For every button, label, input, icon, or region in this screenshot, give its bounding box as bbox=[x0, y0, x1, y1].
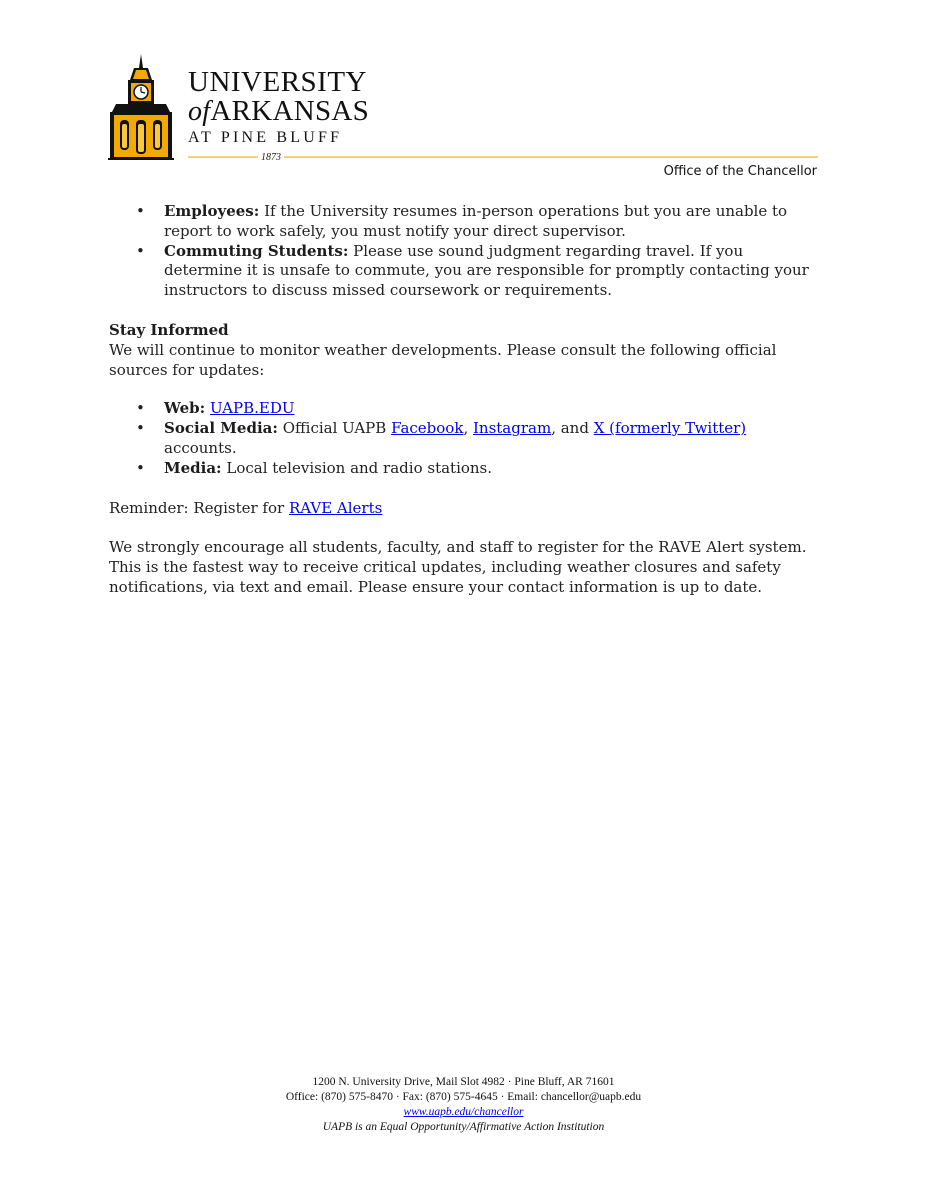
list-item-social: • Social Media: Official UAPB Facebook, Instagram, and X (formerly Twitter) accounts. bbox=[109, 419, 821, 459]
office-title: Office of the Chancellor bbox=[663, 164, 817, 179]
clock-tower-icon bbox=[108, 54, 174, 160]
bullet-label: Employees: bbox=[164, 202, 260, 220]
uapb-website-link[interactable]: UAPB.EDU bbox=[209, 399, 295, 418]
footer-address: 1200 N. University Drive, Mail Slot 4982 · Pine Bluff, AR 71601 bbox=[312, 1076, 615, 1088]
bullet-label: Commuting Students: bbox=[164, 241, 349, 260]
chancellor-website-link[interactable]: www.uapb.edu/chancellor bbox=[403, 1106, 524, 1118]
rave-alerts-link[interactable]: RAVE Alerts bbox=[288, 498, 383, 517]
bullet-list-sources bbox=[109, 399, 821, 478]
list-item-media: • Media: Local television and radio stations. bbox=[109, 459, 821, 479]
letter-body bbox=[109, 202, 821, 598]
eeo-statement: UAPB is an Equal Opportunity/Affirmative Action Institution bbox=[322, 1121, 605, 1133]
facebook-link[interactable]: Facebook bbox=[391, 419, 464, 438]
wordmark bbox=[188, 68, 388, 149]
wordmark-arkansas: ofARKANSAS bbox=[188, 95, 370, 127]
letter-footer bbox=[0, 1075, 927, 1135]
wordmark-university: UNIVERSITY bbox=[188, 66, 367, 98]
reminder: Reminder: Register for RAVE Alerts bbox=[109, 498, 383, 517]
founding-year: 1873 bbox=[258, 152, 284, 163]
section-heading: Stay Informed bbox=[109, 320, 229, 339]
list-item-web: • Web: UAPB.EDU bbox=[109, 399, 821, 419]
list-item bbox=[109, 242, 821, 301]
list-item bbox=[109, 202, 821, 242]
bullet-list-top bbox=[109, 202, 821, 301]
section-intro: We will continue to monitor weather developments. Please consult the following official sources for updates: bbox=[109, 340, 777, 379]
closing-paragraph: We strongly encourage all students, faculty, and staff to register for the RAVE Alert system. This is the fastest way to receive critical updates, including weather closures and safety notifications, via text and email. Please ensure your contact information is up to date. bbox=[109, 538, 807, 596]
wordmark-pine-bluff: AT PINE BLUFF bbox=[188, 129, 343, 146]
bullet-text: Please use sound judgment regarding travel. If you determine it is unsafe to commute, you are responsible for promptly contacting your instructors to discuss missed coursework or requirements. bbox=[164, 241, 809, 300]
bullet-text: If the University resumes in-person operations but you are unable to report to work safely, you must notify your direct supervisor. bbox=[164, 202, 788, 240]
footer-contact: Office: (870) 575-8470 · Fax: (870) 575-4645 · Email: chancellor@uapb.edu bbox=[285, 1091, 642, 1103]
instagram-link[interactable]: Instagram bbox=[473, 419, 552, 438]
university-logo bbox=[108, 54, 388, 166]
x-twitter-link[interactable]: X (formerly Twitter) bbox=[593, 419, 747, 438]
